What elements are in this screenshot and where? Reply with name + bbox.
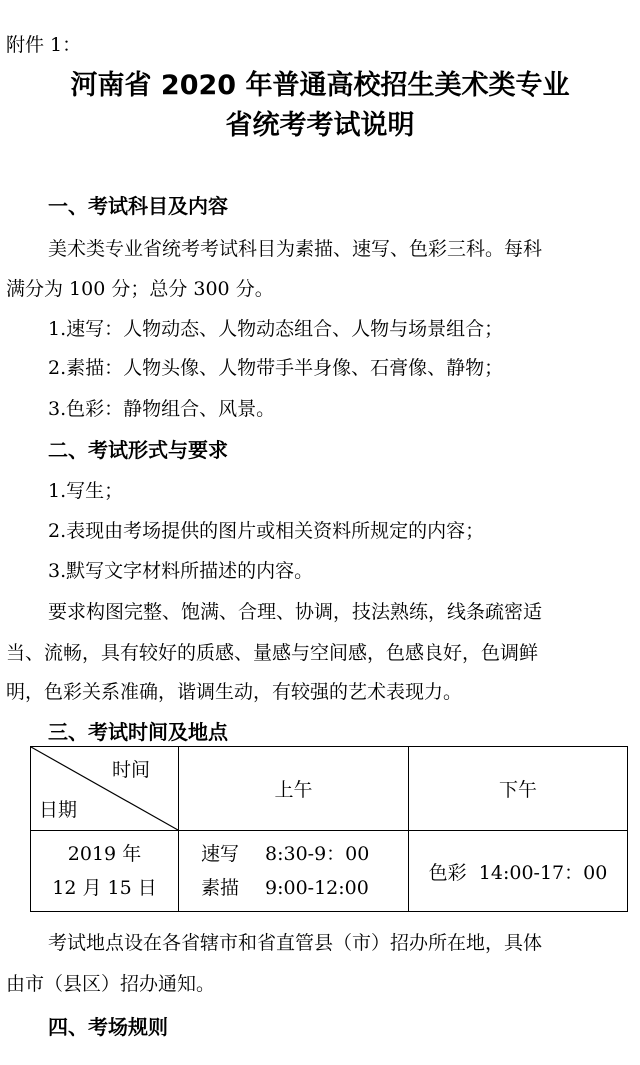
exam-date-line2: 12 月 15 日 — [52, 877, 157, 899]
section2-item-3: 3.默写文字材料所描述的内容。 — [48, 560, 314, 582]
header-am: 上午 — [179, 747, 409, 831]
section1-item-1: 1.速写：人物动态、人物动态组合、人物与场景组合； — [48, 318, 504, 340]
location-line1: 考试地点设在各省辖市和省直管县（市）招办所在地，具体 — [48, 932, 543, 954]
document-title-line1: 河南省 2020 年普通高校招生美术类专业 — [70, 70, 570, 101]
section1-heading: 一、考试科目及内容 — [48, 194, 228, 218]
section1-intro-line1: 美术类专业省统考考试科目为素描、速写、色彩三科。每科 — [48, 238, 543, 260]
pm-time: 14:00-17：00 — [478, 861, 608, 884]
section1-item-2: 2.素描：人物头像、人物带手半身像、石膏像、静物； — [48, 357, 504, 379]
exam-date-cell — [31, 831, 179, 912]
am-schedule-cell — [179, 831, 409, 912]
pm-subject: 色彩 — [428, 861, 467, 884]
section2-item-1: 1.写生； — [48, 480, 124, 502]
section3-heading: 三、考试时间及地点 — [48, 720, 228, 744]
am-subject-2: 素描 — [201, 877, 240, 899]
section2-heading: 二、考试形式与要求 — [48, 438, 228, 462]
table-header-row — [31, 747, 628, 831]
section4-heading: 四、考场规则 — [48, 1015, 168, 1039]
table-row — [31, 831, 628, 912]
location-line2: 由市（县区）招办通知。 — [6, 973, 216, 995]
section2-req-line2: 当、流畅，具有较好的质感、量感与空间感，色感良好，色调鲜 — [6, 642, 539, 664]
header-pm: 下午 — [409, 747, 628, 831]
exam-schedule-table — [30, 746, 628, 912]
pm-schedule-cell — [409, 831, 628, 912]
exam-date-line1: 2019 年 — [67, 843, 142, 865]
document-title-line2: 省统考考试说明 — [225, 110, 415, 141]
am-subject-1: 速写 — [201, 843, 240, 865]
section1-intro-line2: 满分为 100 分；总分 300 分。 — [6, 278, 274, 300]
am-time-2: 9:00-12:00 — [265, 877, 369, 899]
section2-item-2: 2.表现由考场提供的图片或相关资料所规定的内容； — [48, 520, 485, 542]
attachment-label: 附件 1： — [6, 34, 82, 56]
am-time-1: 8:30-9：00 — [265, 843, 370, 865]
diagonal-header-cell — [31, 747, 179, 831]
header-date-label: 日期 — [39, 799, 78, 821]
section2-req-line3: 明，色彩关系准确，谐调生动，有较强的艺术表现力。 — [6, 681, 463, 703]
header-time-label: 时间 — [111, 759, 150, 781]
section1-item-3: 3.色彩：静物组合、风景。 — [48, 398, 276, 420]
section2-req-line1: 要求构图完整、饱满、合理、协调，技法熟练，线条疏密适 — [48, 601, 543, 623]
